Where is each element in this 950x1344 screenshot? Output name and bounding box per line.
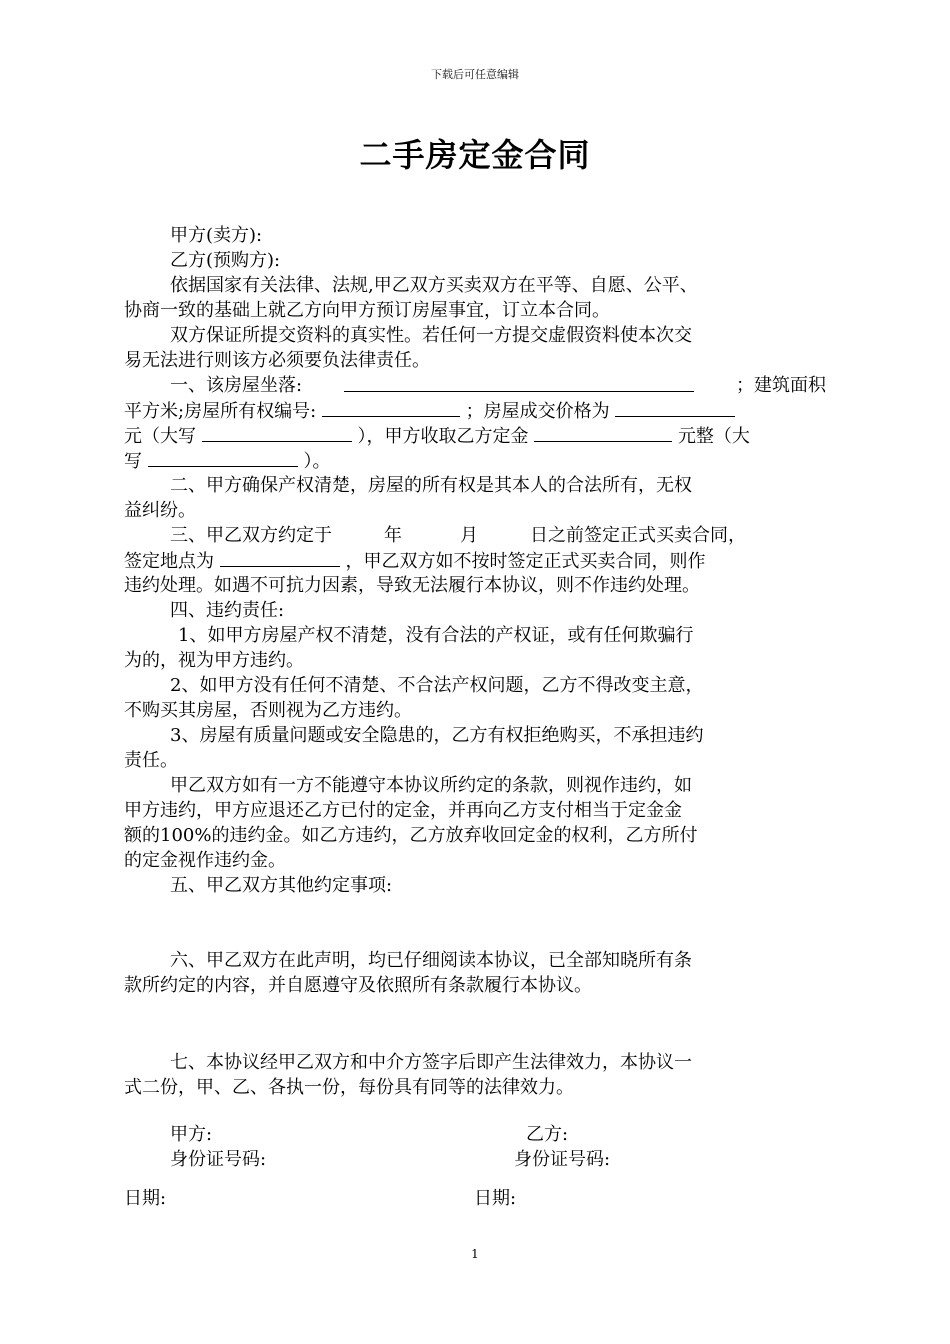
deposit-label: ），甲方收取乙方定金 <box>357 426 529 447</box>
truth-line: 双方保证所提交资料的真实性。若任何一方提交虚假资料使本次交 <box>170 325 692 346</box>
party-a-date-label: 日期: <box>124 1188 167 1209</box>
section-3-line <box>124 548 826 573</box>
area-label: ；建筑面积 <box>735 375 826 396</box>
penalty-line: 的定金视作违约金。 <box>124 850 286 871</box>
section-6-line: 款所约定的内容，并自愿遵守及依照所有条款履行本协议。 <box>124 975 592 996</box>
address-blank <box>344 373 694 392</box>
price-label: ；房屋成交价格为 <box>465 401 610 422</box>
ownership-number-blank <box>322 398 460 417</box>
party-b-line: 乙方(预购方): <box>170 250 281 271</box>
deposit-blank <box>534 423 672 442</box>
clause-line: 为的，视为甲方违约。 <box>124 650 304 671</box>
section-3-line: 违约处理。如遇不可抗力因素，导致无法履行本协议，则不作违约处理。 <box>124 575 700 596</box>
clause-line: 2、如甲方没有任何不清楚、不合法产权问题，乙方不得改变主意， <box>170 675 704 696</box>
section-4-heading: 四、违约责任: <box>170 600 285 621</box>
location-blank <box>220 548 340 567</box>
section-1-end: ）。 <box>303 451 331 472</box>
section-1-line <box>124 398 826 423</box>
contract-body <box>124 223 826 1100</box>
page-number: 1 <box>471 1247 479 1261</box>
ownership-label: 平方米;房屋所有权编号: <box>124 401 317 422</box>
section-1-line <box>124 373 826 398</box>
section-1-label: 一、该房屋坐落: <box>170 375 303 396</box>
intro-line: 依据国家有关法律、法规,甲乙双方买卖双方在平等、自愿、公平、 <box>170 275 698 296</box>
price-blank <box>615 398 735 417</box>
section-5-heading: 五、甲乙双方其他约定事项: <box>170 875 393 896</box>
section-6-line: 六、甲乙双方在此声明，均已仔细阅读本协议，已全部知晓所有条 <box>170 950 692 971</box>
party-b-id-label: 身份证号码: <box>514 1149 611 1170</box>
section-2-line: 益纠纷。 <box>124 500 196 521</box>
deposit-words-label-cont: 写 <box>124 451 142 472</box>
deposit-words-blank <box>148 448 298 467</box>
section-3-label: 三、甲乙双方约定于 <box>170 525 332 546</box>
document-title: 二手房定金合同 <box>359 136 591 174</box>
penalty-line: 甲乙双方如有一方不能遵守本协议所约定的条款，则视作违约，如 <box>170 775 692 796</box>
day-label: 日之前签定正式买卖合同， <box>530 525 746 546</box>
price-words-label: 元（大写 <box>124 426 196 447</box>
section-2-line: 二、甲方确保产权清楚，房屋的所有权是其本人的合法所有，无权 <box>170 475 692 496</box>
clause-line: 3、房屋有质量问题或安全隐患的，乙方有权拒绝购买，不承担违约 <box>170 725 704 746</box>
location-label: 签定地点为 <box>124 551 214 572</box>
section-3-line <box>124 523 826 548</box>
section-3-text: ，甲乙双方如不按时签定正式买卖合同，则作 <box>345 551 706 572</box>
intro-line: 协商一致的基础上就乙方向甲方预订房屋事宜，订立本合同。 <box>124 300 610 321</box>
price-words-blank <box>202 423 352 442</box>
party-b-signature-label: 乙方: <box>526 1124 569 1145</box>
year-label: 年 <box>384 525 402 546</box>
deposit-words-label: 元整（大 <box>677 426 750 447</box>
penalty-line: 额的100%的违约金。如乙方违约，乙方放弃收回定金的权利，乙方所付 <box>124 825 698 846</box>
party-a-signature-label: 甲方: <box>170 1124 213 1145</box>
section-7-line: 式二份，甲、乙、各执一份，每份具有同等的法律效力。 <box>124 1077 574 1098</box>
clause-line: 责任。 <box>124 750 178 771</box>
clause-line: 1、如甲方房屋产权不清楚，没有合法的产权证，或有任何欺骗行 <box>178 625 694 646</box>
truth-line: 易无法进行则该方必须要负法律责任。 <box>124 350 430 371</box>
section-7-line: 七、本协议经甲乙双方和中介方签字后即产生法律效力，本协议一 <box>170 1052 692 1073</box>
party-a-id-label: 身份证号码: <box>170 1149 267 1170</box>
penalty-line: 甲方违约，甲方应退还乙方已付的定金，并再向乙方支付相当于定金金 <box>124 800 682 821</box>
month-label: 月 <box>460 525 478 546</box>
party-a-line: 甲方(卖方): <box>170 225 263 246</box>
section-1-line <box>124 448 826 473</box>
header-note: 下载后可任意编辑 <box>431 68 519 81</box>
party-b-date-label: 日期: <box>474 1188 517 1209</box>
section-1-line <box>124 423 826 448</box>
clause-line: 不购买其房屋，否则视为乙方违约。 <box>124 700 412 721</box>
